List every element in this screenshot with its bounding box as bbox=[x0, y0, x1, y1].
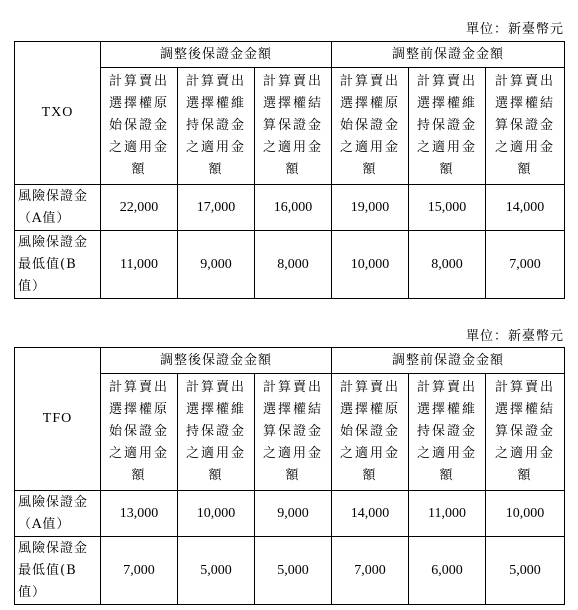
row-label: 風險保證金（A值） bbox=[15, 185, 101, 231]
value-cell: 14,000 bbox=[486, 185, 565, 231]
margin-table-tfo bbox=[14, 347, 565, 605]
value-cell: 10,000 bbox=[178, 491, 255, 537]
column-header: 計算賣出選擇權維持保證金之適用金額 bbox=[178, 374, 255, 491]
column-header: 計算賣出選擇權原始保證金之適用金額 bbox=[332, 68, 409, 185]
row-label: 風險保證金（A值） bbox=[15, 491, 101, 537]
value-cell: 5,000 bbox=[178, 537, 255, 605]
column-header: 計算賣出選擇權原始保證金之適用金額 bbox=[101, 68, 178, 185]
value-cell: 16,000 bbox=[255, 185, 332, 231]
table-row bbox=[15, 231, 565, 299]
column-header: 計算賣出選擇權維持保證金之適用金額 bbox=[409, 68, 486, 185]
value-cell: 5,000 bbox=[486, 537, 565, 605]
value-cell: 15,000 bbox=[409, 185, 486, 231]
value-cell: 9,000 bbox=[178, 231, 255, 299]
column-header: 計算賣出選擇權結算保證金之適用金額 bbox=[255, 68, 332, 185]
table-row bbox=[15, 185, 565, 231]
value-cell: 8,000 bbox=[255, 231, 332, 299]
column-header: 計算賣出選擇權結算保證金之適用金額 bbox=[486, 374, 565, 491]
value-cell: 7,000 bbox=[332, 537, 409, 605]
value-cell: 10,000 bbox=[486, 491, 565, 537]
group-header-after: 調整後保證金金額 bbox=[101, 348, 332, 374]
product-cell: TFO bbox=[15, 348, 101, 491]
row-label: 風險保證金最低值(B值） bbox=[15, 537, 101, 605]
value-cell: 6,000 bbox=[409, 537, 486, 605]
column-header: 計算賣出選擇權結算保證金之適用金額 bbox=[486, 68, 565, 185]
value-cell: 19,000 bbox=[332, 185, 409, 231]
column-header: 計算賣出選擇權原始保證金之適用金額 bbox=[332, 374, 409, 491]
value-cell: 13,000 bbox=[101, 491, 178, 537]
product-cell: TXO bbox=[15, 42, 101, 185]
column-header: 計算賣出選擇權維持保證金之適用金額 bbox=[178, 68, 255, 185]
column-header: 計算賣出選擇權維持保證金之適用金額 bbox=[409, 374, 486, 491]
margin-table-txo bbox=[14, 41, 565, 299]
unit-label: 單位：新臺幣元 bbox=[465, 329, 564, 344]
value-cell: 14,000 bbox=[332, 491, 409, 537]
value-cell: 11,000 bbox=[409, 491, 486, 537]
value-cell: 7,000 bbox=[486, 231, 565, 299]
table-row bbox=[15, 537, 565, 605]
value-cell: 22,000 bbox=[101, 185, 178, 231]
group-header-after: 調整後保證金金額 bbox=[101, 42, 332, 68]
column-header: 計算賣出選擇權結算保證金之適用金額 bbox=[255, 374, 332, 491]
value-cell: 11,000 bbox=[101, 231, 178, 299]
value-cell: 8,000 bbox=[409, 231, 486, 299]
value-cell: 10,000 bbox=[332, 231, 409, 299]
row-label: 風險保證金最低值(B值） bbox=[15, 231, 101, 299]
group-header-before: 調整前保證金金額 bbox=[332, 42, 565, 68]
value-cell: 9,000 bbox=[255, 491, 332, 537]
value-cell: 5,000 bbox=[255, 537, 332, 605]
table-row bbox=[15, 491, 565, 537]
unit-label: 單位：新臺幣元 bbox=[465, 22, 564, 37]
group-header-before: 調整前保證金金額 bbox=[332, 348, 565, 374]
column-header: 計算賣出選擇權原始保證金之適用金額 bbox=[101, 374, 178, 491]
value-cell: 17,000 bbox=[178, 185, 255, 231]
value-cell: 7,000 bbox=[101, 537, 178, 605]
